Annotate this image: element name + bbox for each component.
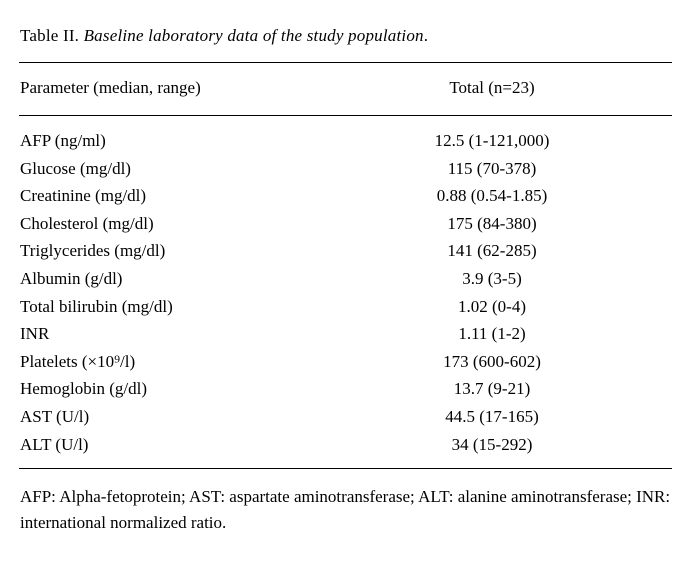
parameter-cell: Total bilirubin (mg/dl) xyxy=(20,296,173,316)
table-row xyxy=(20,293,672,321)
value-cell: 1.02 (0-4) xyxy=(458,296,526,316)
table-row xyxy=(20,348,672,376)
table-body xyxy=(19,116,672,468)
value-cell: 141 (62-285) xyxy=(447,241,537,261)
parameter-cell: AST (U/l) xyxy=(20,406,90,426)
header-parameter: Parameter (median, range) xyxy=(20,78,201,97)
value-cell: 173 (600-602) xyxy=(443,351,541,371)
value-cell: 3.9 (3-5) xyxy=(462,268,522,288)
table-title-suffix: . xyxy=(423,26,429,45)
parameter-cell: INR xyxy=(20,324,50,344)
parameter-cell: Albumin (g/dl) xyxy=(20,268,123,288)
value-cell: 115 (70-378) xyxy=(447,158,537,178)
table-footnote: AFP: Alpha-fetoprotein; AST: aspartate aminotransferase; ALT: alanine aminotransferase; INR: international normalized ratio. xyxy=(20,487,671,533)
value-cell: 175 (84-380) xyxy=(447,213,537,233)
table-title xyxy=(20,26,672,46)
value-cell: 0.88 (0.54-1.85) xyxy=(436,186,548,206)
parameter-cell: Glucose (mg/dl) xyxy=(20,158,131,178)
table-row xyxy=(20,375,672,403)
parameter-cell: Creatinine (mg/dl) xyxy=(20,186,147,206)
value-cell: 1.11 (1-2) xyxy=(458,324,526,344)
value-cell: 12.5 (1-121,000) xyxy=(434,131,550,150)
value-cell: 34 (15-292) xyxy=(451,434,533,454)
table-row xyxy=(20,182,672,210)
table-row xyxy=(20,210,672,238)
table-row xyxy=(20,403,672,431)
table-row xyxy=(20,320,672,348)
table-title-italic: Baseline laboratory data of the study population xyxy=(83,26,424,45)
value-cell: 44.5 (17-165) xyxy=(445,406,539,426)
header-total: Total (n=23) xyxy=(449,78,535,97)
table-row xyxy=(20,155,672,183)
table-row xyxy=(20,237,672,265)
parameter-cell: Hemoglobin (g/dl) xyxy=(20,379,148,399)
parameter-cell: Cholesterol (mg/dl) xyxy=(20,213,154,233)
parameter-cell: Platelets (×10⁹/l) xyxy=(20,351,136,371)
table-row xyxy=(20,265,672,293)
table-header-row xyxy=(19,63,672,115)
parameter-cell: Triglycerides (mg/dl) xyxy=(20,241,166,261)
value-cell: 13.7 (9-21) xyxy=(453,379,531,399)
table-row xyxy=(20,127,672,155)
table-row xyxy=(20,431,672,459)
parameter-cell: ALT (U/l) xyxy=(20,434,89,454)
table-title-prefix: Table II. xyxy=(20,26,84,45)
parameter-cell: AFP (ng/ml) xyxy=(20,131,106,150)
